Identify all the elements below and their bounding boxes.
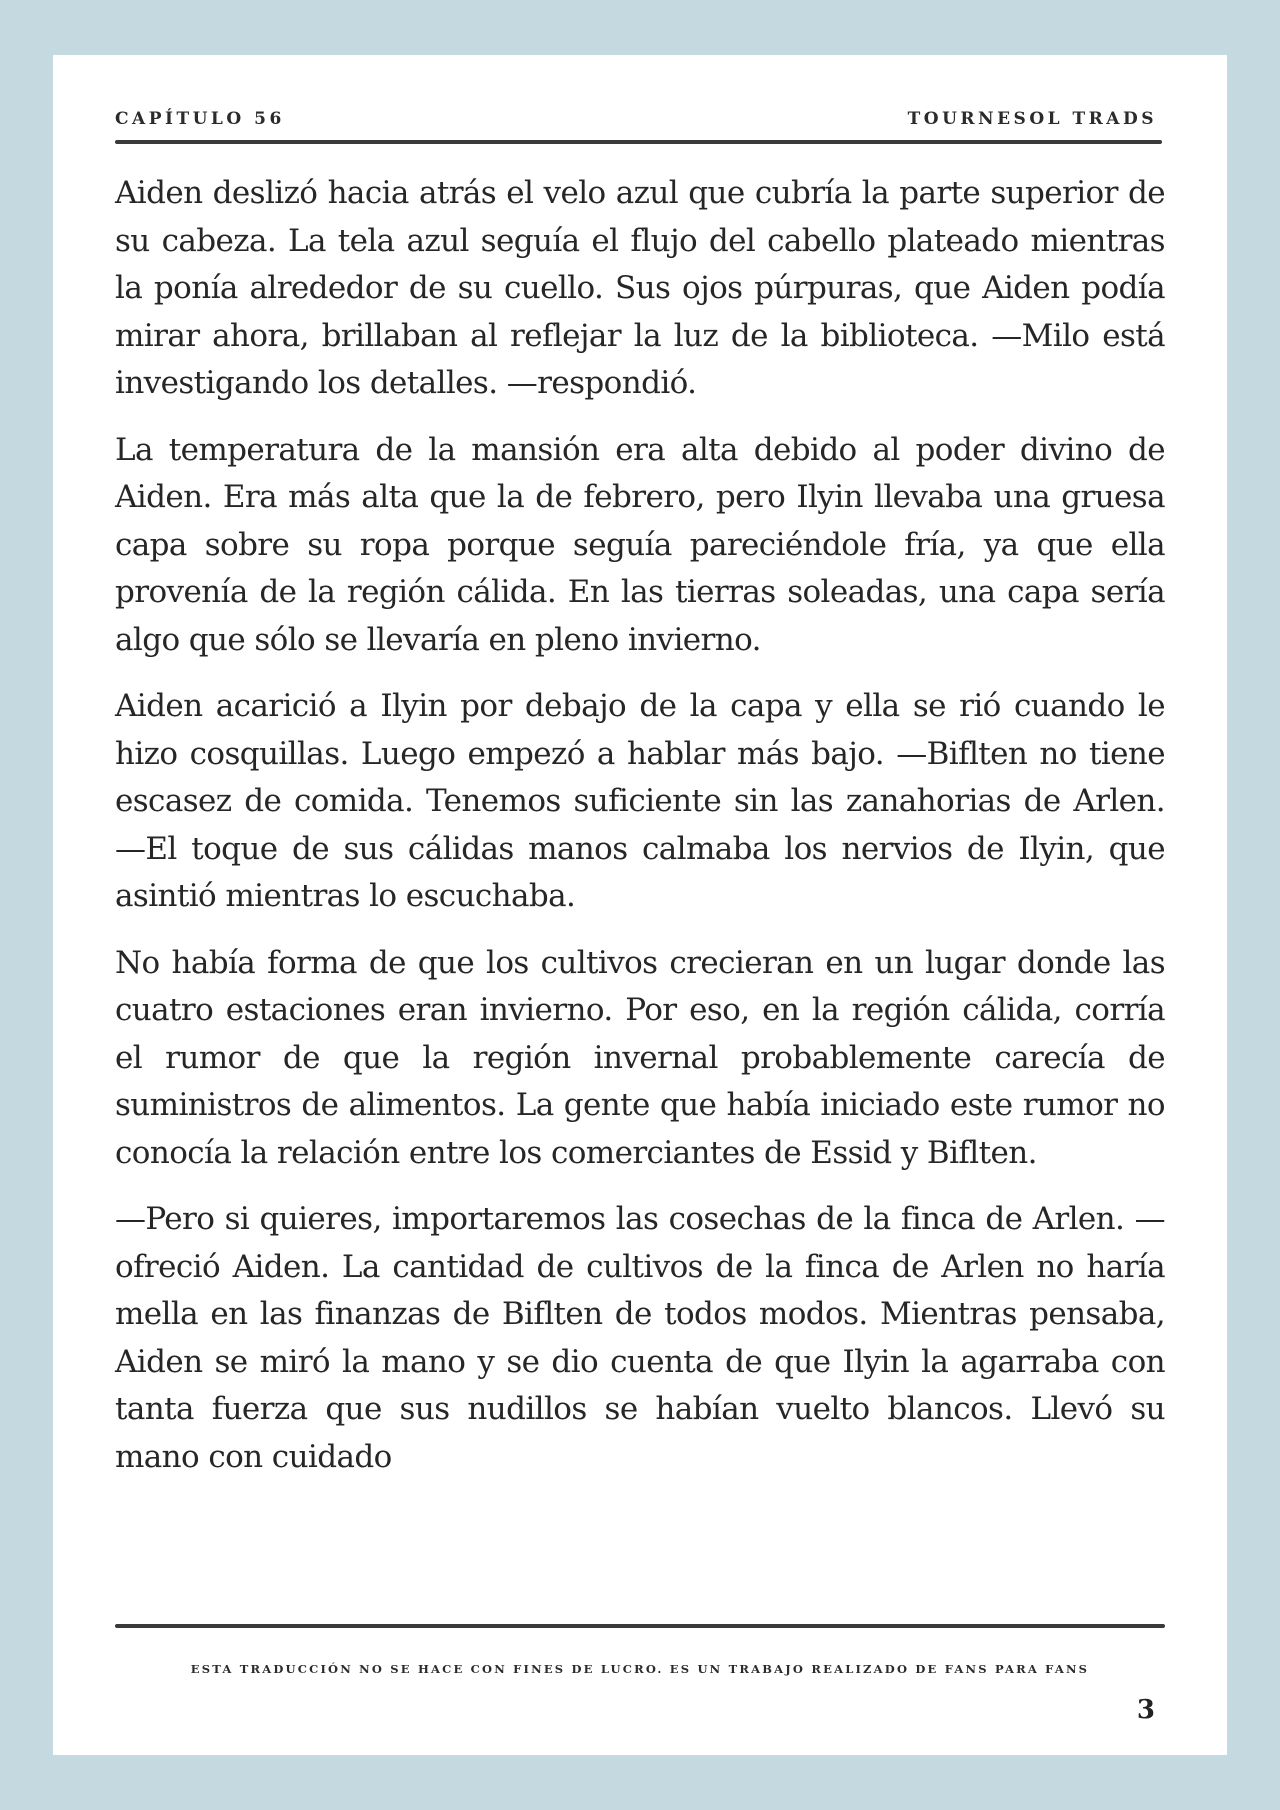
chapter-title: CAPÍTULO 56 xyxy=(115,109,285,129)
disclaimer-note: ESTA TRADUCCIÓN NO SE HACE CON FINES DE LUCRO. ES UN TRABAJO REALIZADO DE FANS PARA FANS xyxy=(190,1662,1090,1676)
translator-group: TOURNESOL TRADS xyxy=(907,109,1157,129)
paragraph: —Pero si quieres, importaremos las cosechas de la finca de Arlen. —ofreció Aiden. La cantidad de cultivos de la finca de Arlen no haría mella en las finanzas de Biflten de todos modos. Mientras pensaba, Aiden se miró la mano y se dio cuenta de que Ilyin la agarraba con tanta fuerza que sus nudillos se habían vuelto blancos. Llevó su mano con cuidado xyxy=(115,1201,1165,1475)
document-page xyxy=(53,55,1227,1755)
paragraph: Aiden acarició a Ilyin por debajo de la capa y ella se rió cuando le hizo cosquillas. Luego empezó a hablar más bajo. —Biflten no tiene escasez de comida. Tenemos suficiente sin las zanahorias de Arlen. —El toque de sus cálidas manos calmaba los nervios de Ilyin, que asintió mientras lo escuchaba. xyxy=(115,688,1165,914)
chapter-body xyxy=(115,170,1165,1500)
header-divider xyxy=(115,140,1162,144)
page-number: 3 xyxy=(1136,1695,1155,1725)
footer-divider xyxy=(115,1624,1165,1628)
page-header xyxy=(115,105,1157,133)
paragraph: La temperatura de la mansión era alta debido al poder divino de Aiden. Era más alta que la de febrero, pero Ilyin llevaba una gruesa capa sobre su ropa porque seguía pareciéndole fría, ya que ella provenía de la región cálida. En las tierras soleadas, una capa sería algo que sólo se llevaría en pleno invierno. xyxy=(115,431,1165,658)
paragraph: Aiden deslizó hacia atrás el velo azul que cubría la parte superior de su cabeza. La tela azul seguía el flujo del cabello plateado mientras la ponía alrededor de su cuello. Sus ojos púrpuras, que Aiden podía mirar ahora, brillaban al reflejar la luz de la biblioteca. —Milo está investigando los detalles. —respondió. xyxy=(115,175,1165,401)
paragraph: No había forma de que los cultivos crecieran en un lugar donde las cuatro estaciones eran invierno. Por eso, en la región cálida, corría el rumor de que la región invernal probablemente carecía de suministros de alimentos. La gente que había iniciado este rumor no conocía la relación entre los comerciantes de Essid y Biflten. xyxy=(115,944,1165,1171)
